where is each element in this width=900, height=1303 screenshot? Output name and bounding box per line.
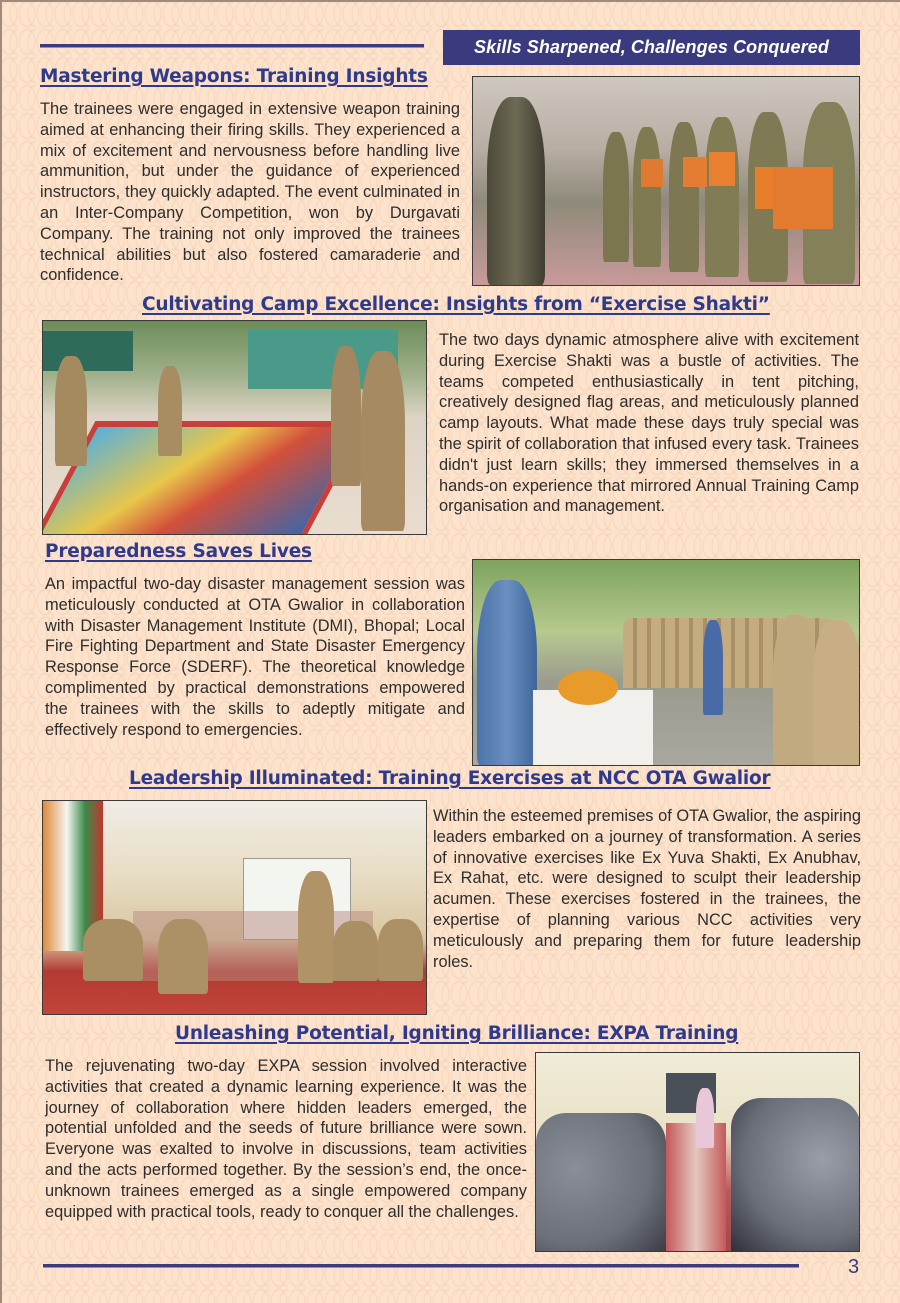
photo-leadership-exercise: [42, 800, 427, 1015]
section-body-leadership: Within the esteemed premises of OTA Gwalior, the aspiring leaders embarked on a journey of transformation. A series of innovative exercises like Ex Yuva Shakti, Ex Anubhav, Ex Rahat, etc. were designed to sculpt their leadership acumen. These exercises fostered in the trainees, the expertise of planning various NCC activities very meticulously and preparing them for future leadership roles.: [433, 807, 861, 971]
section-body-weapons: The trainees were engaged in extensive weapon training aimed at enhancing their firing skills. They experienced a mix of excitement and nervousness before handling live ammunition, but under the guidance of experienced instructors, they quickly adapted. The event culminated in an Inter-Company Competition, won by Durgavati Company. The training not only improved the trainees technical abilities but also fostered camaraderie and confidence.: [40, 100, 460, 285]
photo-expa-training: [535, 1052, 860, 1252]
section-heading-preparedness: Preparedness Saves Lives: [45, 541, 312, 562]
section-heading-leadership: Leadership Illuminated: Training Exercises at NCC OTA Gwalior: [129, 768, 771, 789]
section-body-preparedness: An impactful two-day disaster management session was meticulously conducted at OTA Gwalior in collaboration with Disaster Management Institute (DMI), Bhopal; Local Fire Fighting Department and State Disaster Emergency Response Force (SDERF). The theoretical knowledge complimented by practical demonstrations empowered the trainees with the skills to adeptly mitigate and effectively respond to emergencies.: [45, 575, 465, 739]
section-body-camp: The two days dynamic atmosphere alive with excitement during Exercise Shakti was a bustle of activities. The teams competed enthusiastically in tent pitching, creatively designed flag areas, and meticulously planned camp layouts. What made these days truly special was the spirit of collaboration that infused every task. Trainees didn't just learn skills; they immersed themselves in a hands-on experience that mirrored Annual Training Camp organisation and management.: [439, 331, 859, 516]
section-heading-expa: Unleashing Potential, Igniting Brilliance: EXPA Training: [175, 1023, 739, 1044]
photo-weapon-training: [472, 76, 860, 286]
section-heading-weapons: Mastering Weapons: Training Insights: [40, 66, 428, 87]
photo-disaster-management: [472, 559, 860, 766]
bottom-rule: [43, 1264, 799, 1268]
page-banner-title: Skills Sharpened, Challenges Conquered: [443, 30, 860, 65]
section-body-expa: The rejuvenating two-day EXPA session involved interactive activities that created a dynamic learning experience. It was the journey of collaboration where hidden leaders emerged, the potential unfolded and the seeds of future brilliance were sown. Everyone was exalted to involve in discussions, team activities and the acts performed together. By the session’s end, the once-unknown trainees emerged as a single empowered company equipped with practical tools, ready to conquer all the challenges.: [45, 1057, 527, 1221]
section-heading-camp: Cultivating Camp Excellence: Insights from “Exercise Shakti”: [142, 294, 770, 315]
page-number: 3: [848, 1256, 860, 1278]
top-rule: [40, 44, 424, 48]
photo-exercise-shakti: [42, 320, 427, 535]
